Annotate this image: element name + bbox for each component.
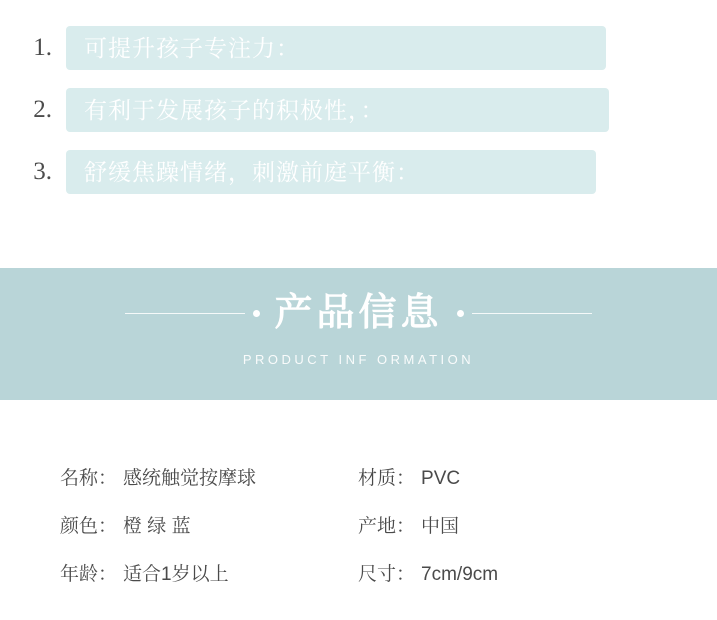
spec-cell-origin: [330, 511, 660, 538]
spec-value: PVC: [421, 467, 461, 489]
list-item-number: 1.: [33, 34, 52, 61]
divider-line-left: [125, 313, 245, 314]
spec-value: 适合1岁以上: [123, 563, 229, 585]
spec-value: 中国: [421, 515, 460, 537]
section-title: 产品信息: [274, 292, 443, 334]
list-item: [0, 88, 717, 132]
spec-cell-name: [0, 463, 330, 490]
spec-cell-age: [0, 559, 330, 586]
benefits-list: [0, 26, 717, 212]
dot-left-icon: [253, 310, 260, 317]
spec-label: 名称：: [60, 467, 118, 489]
spec-cell-size: [330, 559, 660, 586]
spec-cell-material: [330, 463, 660, 490]
spec-label: 材质：: [358, 467, 416, 489]
table-row: [0, 548, 717, 596]
spec-value: 7cm/9cm: [421, 563, 499, 585]
spec-label: 颜色：: [60, 515, 118, 537]
spec-label: 年龄：: [60, 563, 118, 585]
list-item-number: 3.: [33, 158, 52, 185]
banner-title-group: [0, 294, 717, 332]
list-item: [0, 26, 717, 70]
dot-right-icon: [457, 310, 464, 317]
spec-label: 产地：: [358, 515, 416, 537]
spec-label: 尺寸：: [358, 563, 416, 585]
list-item-number: 2.: [33, 96, 52, 123]
banner-inner: [0, 268, 717, 400]
product-info-banner: [0, 268, 717, 400]
list-item-label: 可提升孩子专注力：: [66, 26, 606, 70]
spec-value: 感统触觉按摩球: [123, 467, 257, 489]
table-row: [0, 500, 717, 548]
section-subtitle: PRODUCT INF ORMATION: [242, 352, 475, 367]
list-item-label: 有利于发展孩子的积极性，：: [66, 88, 609, 132]
table-row: [0, 452, 717, 500]
divider-line-right: [472, 313, 592, 314]
spec-cell-color: [0, 511, 330, 538]
list-item: [0, 150, 717, 194]
spec-value: 橙 绿 蓝: [123, 515, 191, 537]
spec-table: [0, 452, 717, 596]
list-item-label: 舒缓焦躁情绪，刺激前庭平衡：: [66, 150, 596, 194]
